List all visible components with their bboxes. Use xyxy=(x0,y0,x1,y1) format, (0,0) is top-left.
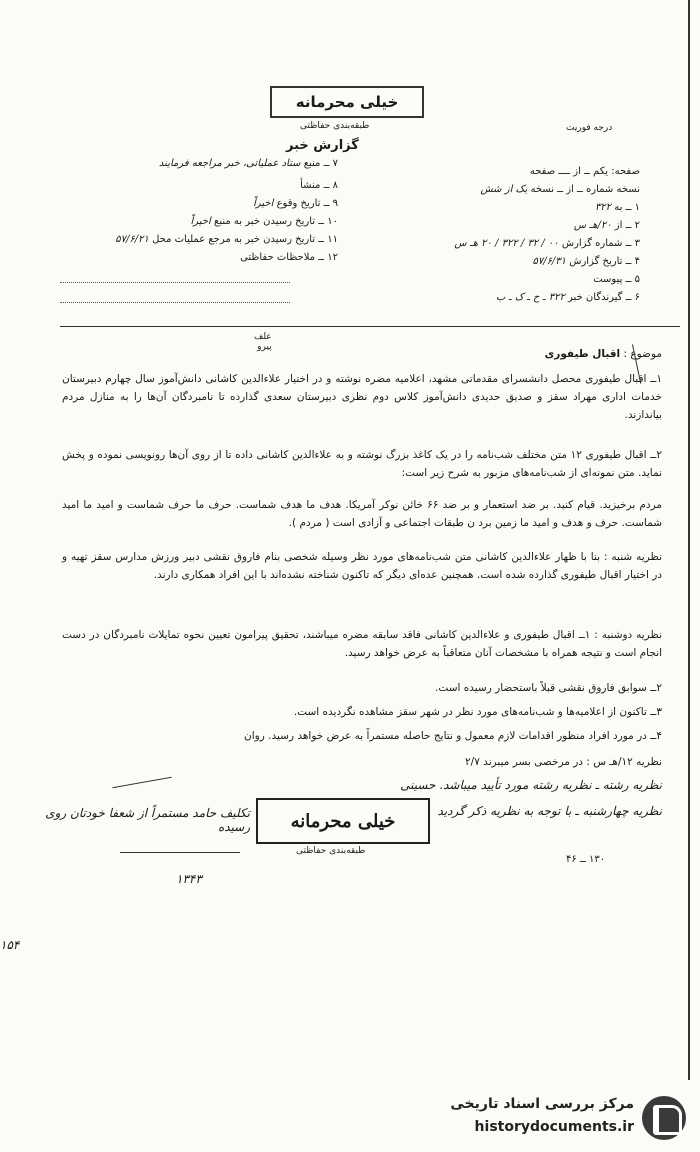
field-report-date: ۴ ــ تاریخ گزارش ۵۷/۶/۳۱ xyxy=(532,256,640,267)
paragraph-1: ۱ــ اقبال طیفوری محصل دانشسرای مقدماتی مشهد، اعلامیه مضره نوشته و در اختیار علاءالدین کاشانی دانش‌آموز سال چهارم دبیرستان خدمات اداری مهراد سقز و صدیق حدیدی دانش‌آموز کلاس دوم نظری دبیرستان سعدی گذارده تا نامبردگان آن‌ها را به منازل مردم بیاندازند. xyxy=(62,373,662,421)
dotted-line xyxy=(60,282,290,283)
field-event-date: ۹ ــ تاریخ وقوع اخیراً xyxy=(253,198,338,209)
paragraph-saturday-opinion: نظریه شنبه : بنا با ظهار علاءالدین کاشانی متن شب‌نامه‌های مورد نظر وسیله شخصی بنام فاروق نقشی دبیر ورزش مدارس سقز تهیه و در اختیار اقبال طیفوری گذارده شده است. همچنین عده‌ای دیگر که تاکنون شناخته نشده‌اند با این افراد همکاری دارند. xyxy=(62,551,662,581)
subject-line: موضوع : اقبال طیفوری xyxy=(544,348,662,360)
dotted-line xyxy=(60,302,290,303)
field-copy-number: نسخه شماره ــ از ــ نسخه یک از شش xyxy=(480,184,640,195)
handwritten-note-3: تکلیف حامد مستمراً از شعفا خودتان روی رسیده xyxy=(45,806,250,834)
field-security-notes: ۱۲ ــ ملاحظات حفاظتی xyxy=(240,252,338,263)
paragraph-monday-4: ۴ــ در مورد افراد منظور اقدامات لازم معمول و نتایج حاصله مستمراً به عرض خواهد رسید. روان xyxy=(244,730,662,742)
paragraph-monday-2: ۲ــ سوابق فاروق نقشی قبلاً باستحضار رسیده است. xyxy=(435,682,662,694)
opinion-12: نظریه ۱۲/هـ س : در مرخصی بسر میبرند ۲/۷ xyxy=(465,756,662,768)
report-title: گزارش خبر xyxy=(286,138,359,153)
field-operation-received-date: ۱۱ ــ تاریخ رسیدن خبر به مرجع عملیات محل ۵۷/۶/۲۱ xyxy=(115,234,338,245)
paragraph-2-sample: مردم برخیزید. قیام کنید. بر ضد استعمار و بر ضد ۶۶ خائن نوکر آمریکا. هدف ما هدف شماست. حرف ما حرف شماست و امید ما امید شماست. حرف و هدف و امید ما زمین برد ن طبقات اجتماعی و آزادی است ( مردم ). xyxy=(62,499,662,529)
classification-stamp-top: خیلی محرمانه xyxy=(270,86,424,118)
handwritten-note-2: نظریه چهارشنبه ـ با توجه به نظریه ذکر گردید xyxy=(437,804,662,818)
watermark-url: historydocuments.ir xyxy=(474,1119,634,1135)
classification-stamp-bottom-caption: طبقه‌بندی حفاظتی xyxy=(296,846,366,856)
watermark-logo xyxy=(410,1092,690,1146)
classification-stamp-top-caption: طبقه‌بندی حفاظتی xyxy=(300,121,370,131)
field-attachment: ۵ ــ پیوست xyxy=(593,274,640,285)
page-border xyxy=(688,0,690,1080)
watermark-title: مرکز بررسی اسناد تاریخی xyxy=(450,1096,634,1112)
field-source: ۷ ــ منبع ستاد عملیاتی، خبر مراجعه فرمایند xyxy=(158,158,338,169)
priority-label: درجه فوریت xyxy=(566,123,613,133)
archive-logo-icon xyxy=(642,1096,686,1140)
field-to: ۱ ــ به ۳۲۲ xyxy=(594,202,640,213)
field-from: ۲ ــ از ۲۰/هـ س xyxy=(573,220,640,231)
signature xyxy=(120,852,240,853)
field-source-received-date: ۱۰ ــ تاریخ رسیدن خبر به منبع اخیراً xyxy=(190,216,338,227)
page-number: ۱۳۰ ــ ۴۶ xyxy=(566,854,606,865)
field-recipients: ۶ ــ گیرندگان خبر ۳۲۲ ـ ح ـ ک ـ ب xyxy=(496,292,640,303)
classification-stamp-bottom: خیلی محرمانه xyxy=(256,798,430,844)
header-divider xyxy=(60,326,680,327)
paragraph-2: ۲ــ اقبال طیفوری ۱۲ متن مختلف شب‌نامه را در یک کاغذ بزرگ نوشته و به علاءالدین کاشانی داده تا از روی آن‌ها رونویسی نموده و پخش نماید. متن نمونه‌ای از شب‌نامه‌های مزبور به شرح زیر است: xyxy=(62,449,662,479)
margin-number: ۱۵۴ xyxy=(0,938,20,952)
field-page: صفحه: یکم ــ از ــــ صفحه xyxy=(529,166,640,177)
field-origin: ۸ ــ منشأ xyxy=(300,180,338,191)
field-report-number: ۳ ــ شماره گزارش ۰۰ / ۳۲ / ۳۲۲ / ۲۰ هـ س xyxy=(454,238,640,249)
signature xyxy=(112,777,171,788)
handwritten-note-1: نظریه رشته ـ نظریه رشته مورد تأیید میباشد. حسینی xyxy=(400,778,662,792)
side-note: علف پیرو xyxy=(254,332,272,352)
paragraph-monday-opinion: نظریه دوشنبه : ۱ــ اقبال طیفوری و علاءالدین کاشانی فاقد سابقه مضره میباشند، تحقیق پیرامون تعیین نحوه تمایلات نامبردگان در دست انجام است و نتیجه همراه با مشخصات آنان متعاقباً به عرض خواهد رسید. xyxy=(62,629,662,659)
paragraph-monday-3: ۳ــ تاکنون از اعلامیه‌ها و شب‌نامه‌های مورد نظر در شهر سقز مشاهده نگردیده است. xyxy=(293,706,662,718)
handwritten-number: ۱۳۴۳ xyxy=(176,872,202,886)
